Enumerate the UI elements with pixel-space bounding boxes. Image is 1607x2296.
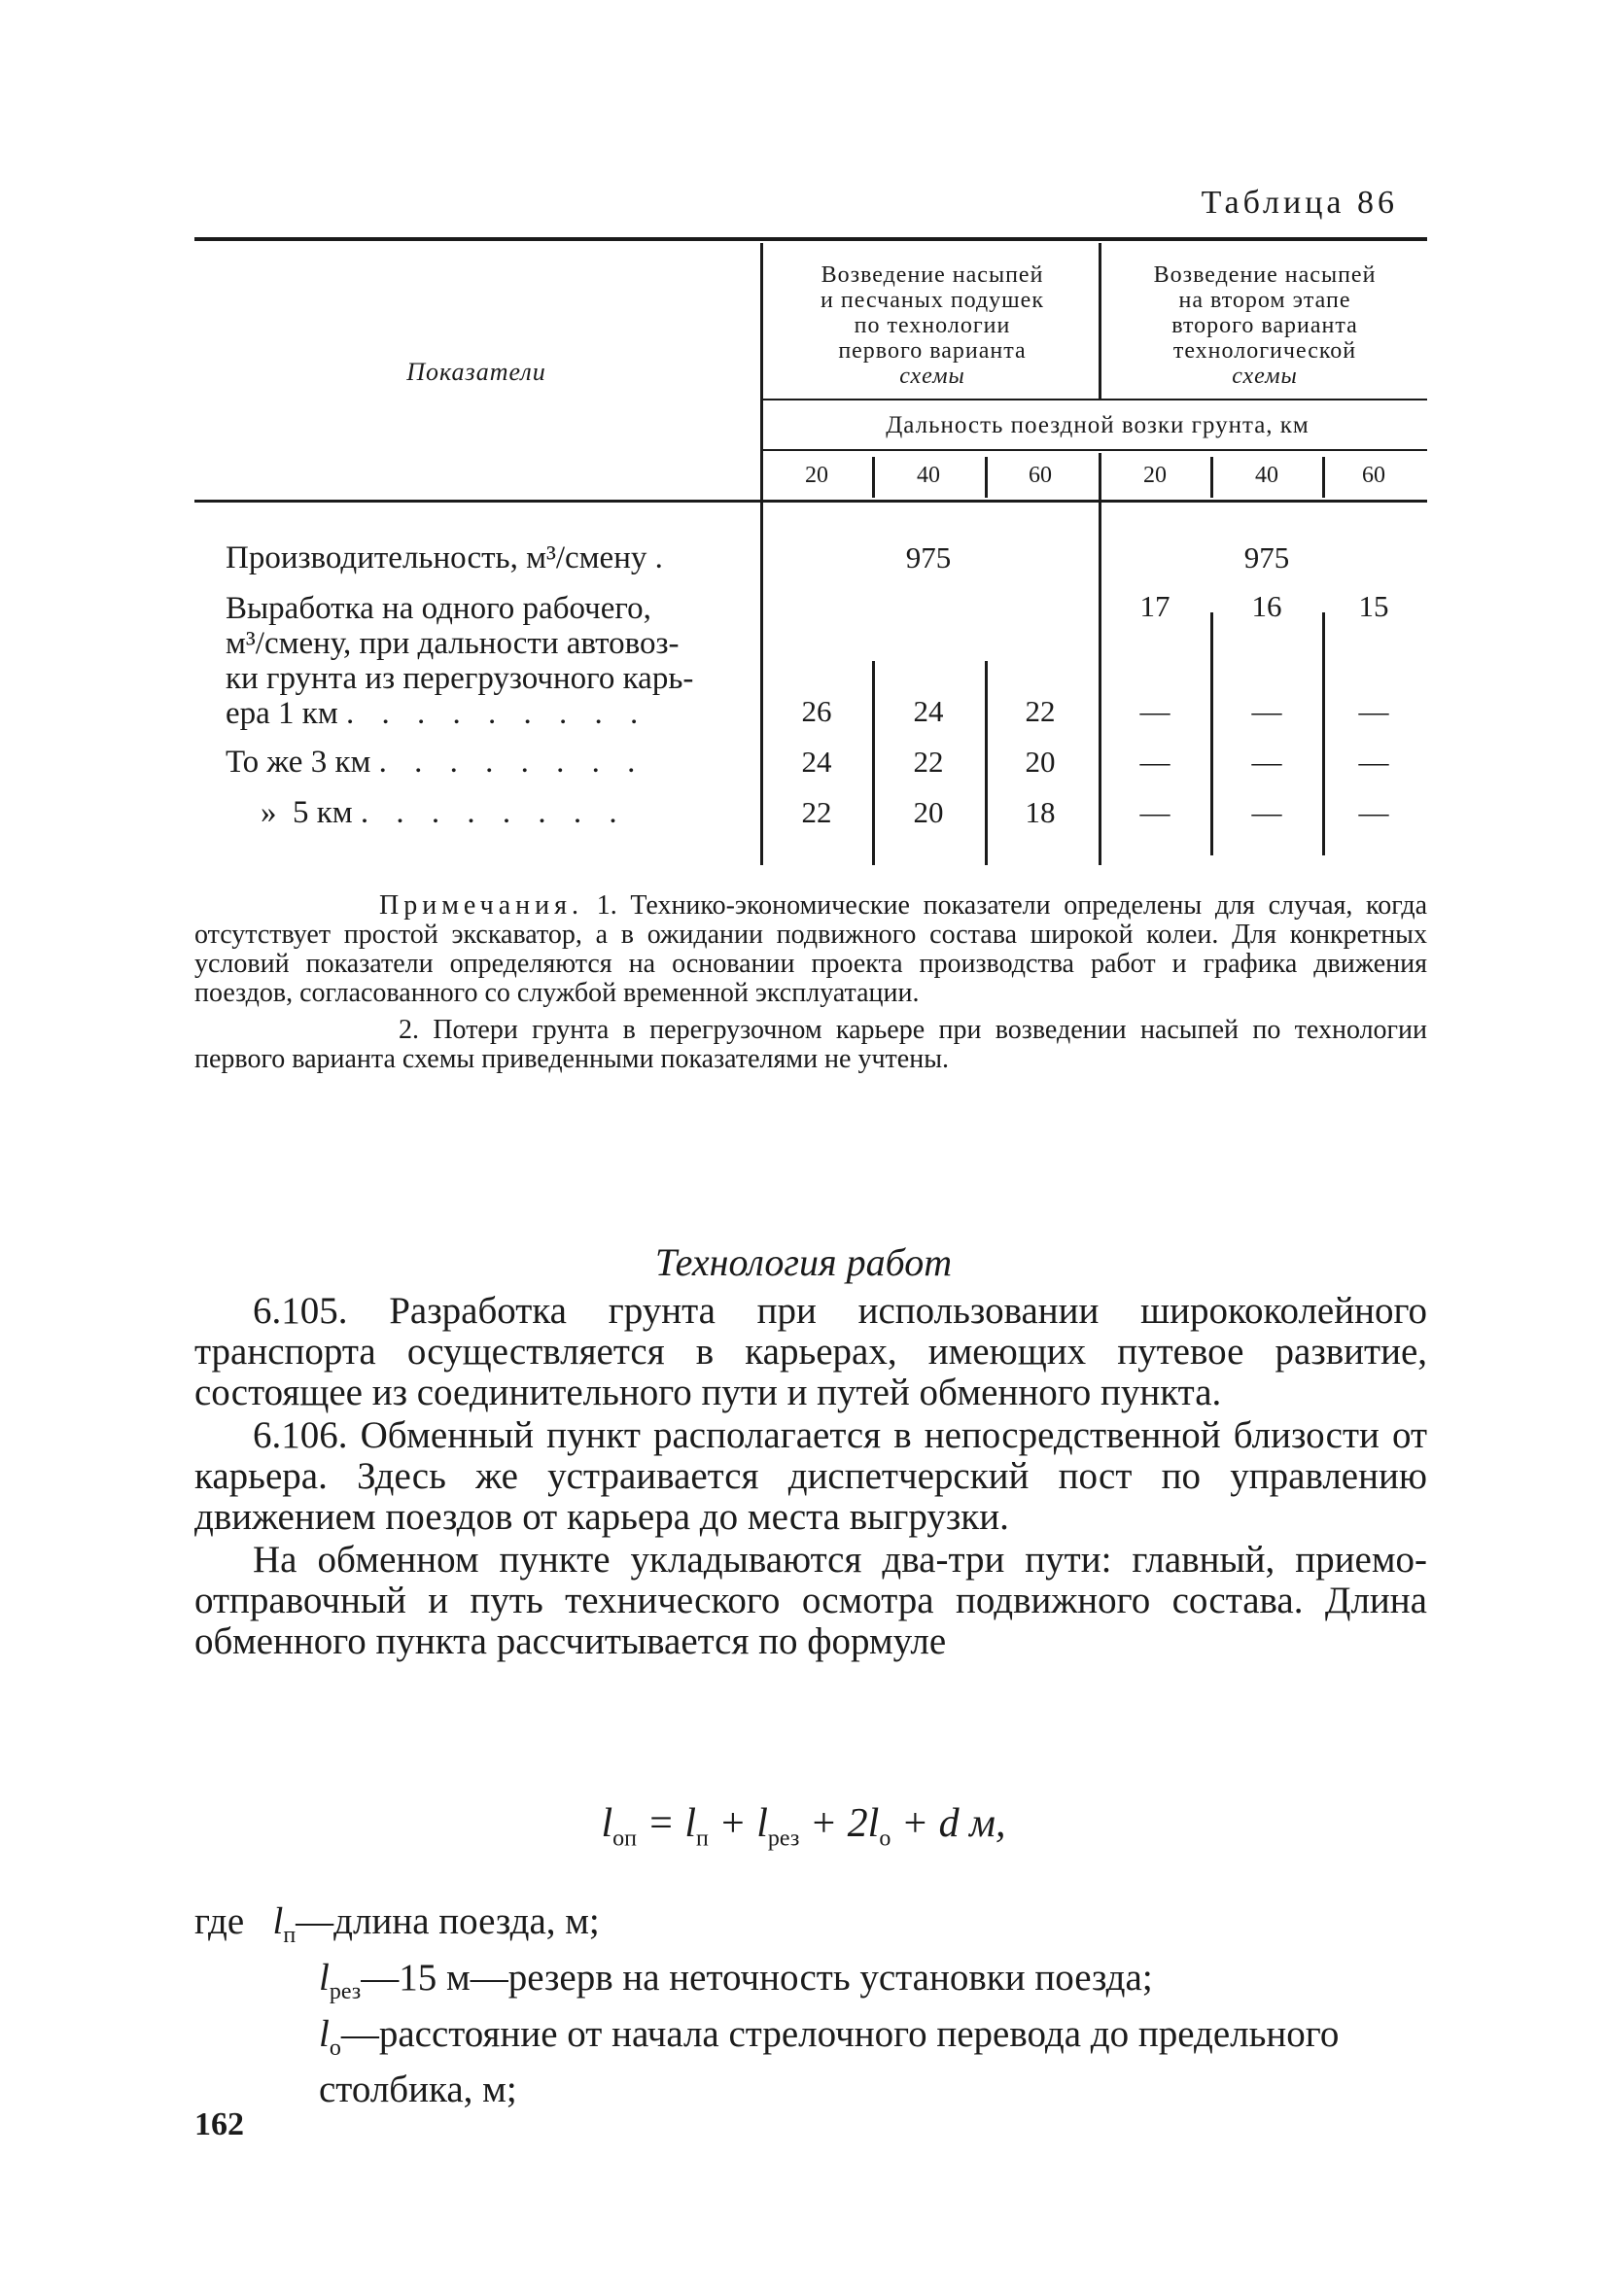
header-distance-value: 40 [1255,463,1278,488]
definition-symbol: l [319,1956,330,1999]
productivity-value-v1: 975 [905,540,952,574]
row-label-text: » 5 км [261,795,353,830]
table-group-divider [1099,243,1101,400]
row-label-productivity: Производительность, м³/смену . [226,540,663,575]
formula-subscript: оп [612,1826,638,1852]
km5-value: 18 [1025,795,1056,829]
km1-value: — [1251,694,1282,728]
km3-value: 24 [801,745,832,779]
km5-value: — [1139,795,1170,829]
formula-subscript: п [696,1826,709,1852]
output-value-v2: 17 [1139,589,1170,623]
section-title: Технология работ [654,1240,953,1284]
formula: $l_{оп} = l_п + l_{рез} + 2l_о + d$ м, [601,1801,1006,1852]
header-group2-line: технологической [1172,338,1357,364]
row-label-line: ки грунта из перегрузочного карь- [226,661,694,696]
body-text [194,1291,1427,1664]
header-distance-value: 20 [805,463,828,488]
header-group1-line: первого варианта [838,338,1027,364]
definition-subscript: рез [329,1978,362,2004]
table-stub-divider [760,243,763,865]
row-label-output: Выработка на одного рабочего, м³/смену, при дальности автовоз- ки грунта из перегрузочного карь- ера 1 км . . . . . . . . . [226,591,694,731]
header-distance-value: 60 [1362,463,1385,488]
formula-symbol: l [601,1801,613,1846]
header-group2 [1104,262,1425,389]
table-caption: Таблица 86 [1201,185,1398,221]
header-bottom-rule [194,500,1427,503]
notes-heading: Примечания. [379,890,584,921]
header-group1 [768,262,1097,389]
definition-item [194,1900,1427,1957]
note-1: 1. Технико-экономические показатели определены для случая, когда отсутствует простой экскаватор, а в ожидании подвижного состава широкой колеи. Для конкретных условий показатели определяются на основании проекта производства работ и графика движения поездов, согласованного со службой временной эксплуатации. [194,890,1428,1008]
col-divider-5-body [1322,612,1325,855]
formula-subscript: о [879,1826,891,1852]
km1-value: — [1139,694,1170,728]
formula-subscript: рез [767,1826,800,1852]
definition-text: —15 м—резерв на неточность установки поезда; [361,1956,1153,1999]
km1-value: 24 [913,694,944,728]
header-group1-line: Возведение насыпей [821,262,1044,288]
col-divider-2-body [985,661,988,865]
formula-symbol: l [756,1801,768,1846]
definition-symbol: l [319,2012,330,2055]
row-label-km5: » 5 км . . . . . . . . [261,795,627,830]
page-number: 162 [194,2106,244,2142]
paragraph: 6.105. Разработка грунта при использовании ширококолейного транспорта осуществляется в карьерах, имеющих путевое развитие, состоящее из соединительного пути и путей обменного пункта. [194,1290,1427,1413]
col-divider-4 [1210,457,1213,498]
km5-value: — [1358,795,1389,829]
col-divider-1 [872,457,875,498]
definition-text: —длина поезда, м; [296,1900,600,1942]
km5-value: — [1251,795,1282,829]
header-distance: Дальность поездной возки грунта, км [886,412,1310,438]
header-distance-rule [761,449,1427,451]
definition-subscript: о [329,2035,341,2061]
definition-symbol: l [272,1900,284,1942]
km3-value: 22 [913,745,944,779]
header-group1-line: схемы [899,364,965,389]
definition-text: —расстояние от начала стрелочного перевода до предельного столбика, м; [319,2012,1340,2111]
km5-value: 20 [913,795,944,829]
km1-value: — [1358,694,1389,728]
row-label-line: Выработка на одного рабочего, [226,591,651,626]
paragraph: На обменном пункте укладываются два-три пути: главный, приемо-отправочный и путь технического осмотра подвижного состава. Длина обменного пункта рассчитывается по формуле [194,1539,1427,1662]
header-indicator: Показатели [406,358,546,386]
row-label-line: ера 1 км [226,696,338,731]
header-distance-value: 20 [1143,463,1167,488]
row-label-km3: То же 3 км . . . . . . . . [226,745,646,780]
km3-value: — [1139,745,1170,779]
km1-value: 22 [1025,694,1056,728]
col-divider-1-body [872,661,875,865]
header-group1-line: по технологии [854,313,1011,338]
table-notes [194,891,1427,1074]
col-divider-5 [1322,457,1325,498]
formula-tail: + d м, [900,1801,1006,1846]
where-label: где [194,1900,245,1942]
output-value-v2: 15 [1358,589,1389,623]
productivity-value-v2: 975 [1243,540,1290,574]
note-2: 2. Потери грунта в перегрузочном карьере при возведении насыпей по технологии первого варианта схемы приведенными показателями не учтены. [194,1015,1427,1074]
header-group2-line: Возведение насыпей [1153,262,1377,288]
col-divider-4-body [1210,612,1213,855]
km5-value: 22 [801,795,832,829]
header-distance-value: 60 [1029,463,1052,488]
definition-item [194,1957,1427,2013]
km3-value: — [1251,745,1282,779]
definition-item [194,2013,1427,2112]
header-group2-line: на втором этапе [1178,288,1351,313]
output-value-v2: 16 [1251,589,1282,623]
paragraph: 6.106. Обменный пункт располагается в непосредственной близости от карьера. Здесь же устраивается диспетчерский пост по управлению движением поездов от карьера до места выгрузки. [194,1414,1427,1538]
km3-value: — [1358,745,1389,779]
formula-symbol: l [867,1801,880,1846]
row-label-text: Производительность, м³/смену [226,540,647,575]
definition-subscript: п [283,1922,297,1948]
header-group2-line: второго варианта [1171,313,1358,338]
formula-definitions [194,1900,1427,2111]
col-divider-2 [985,457,988,498]
row-label-line: м³/смену, при дальности автовоз- [226,626,680,661]
km3-value: 20 [1025,745,1056,779]
formula-symbol: l [684,1801,697,1846]
header-distance-value: 40 [917,463,940,488]
table-group-divider-lower [1099,453,1101,865]
header-group1-line: и песчаных подушек [821,288,1044,313]
table-top-rule [194,237,1427,241]
header-group2-line: схемы [1232,364,1298,389]
km1-value: 26 [801,694,832,728]
header-group-rule [761,399,1427,400]
row-label-text: То же 3 км [226,745,371,780]
